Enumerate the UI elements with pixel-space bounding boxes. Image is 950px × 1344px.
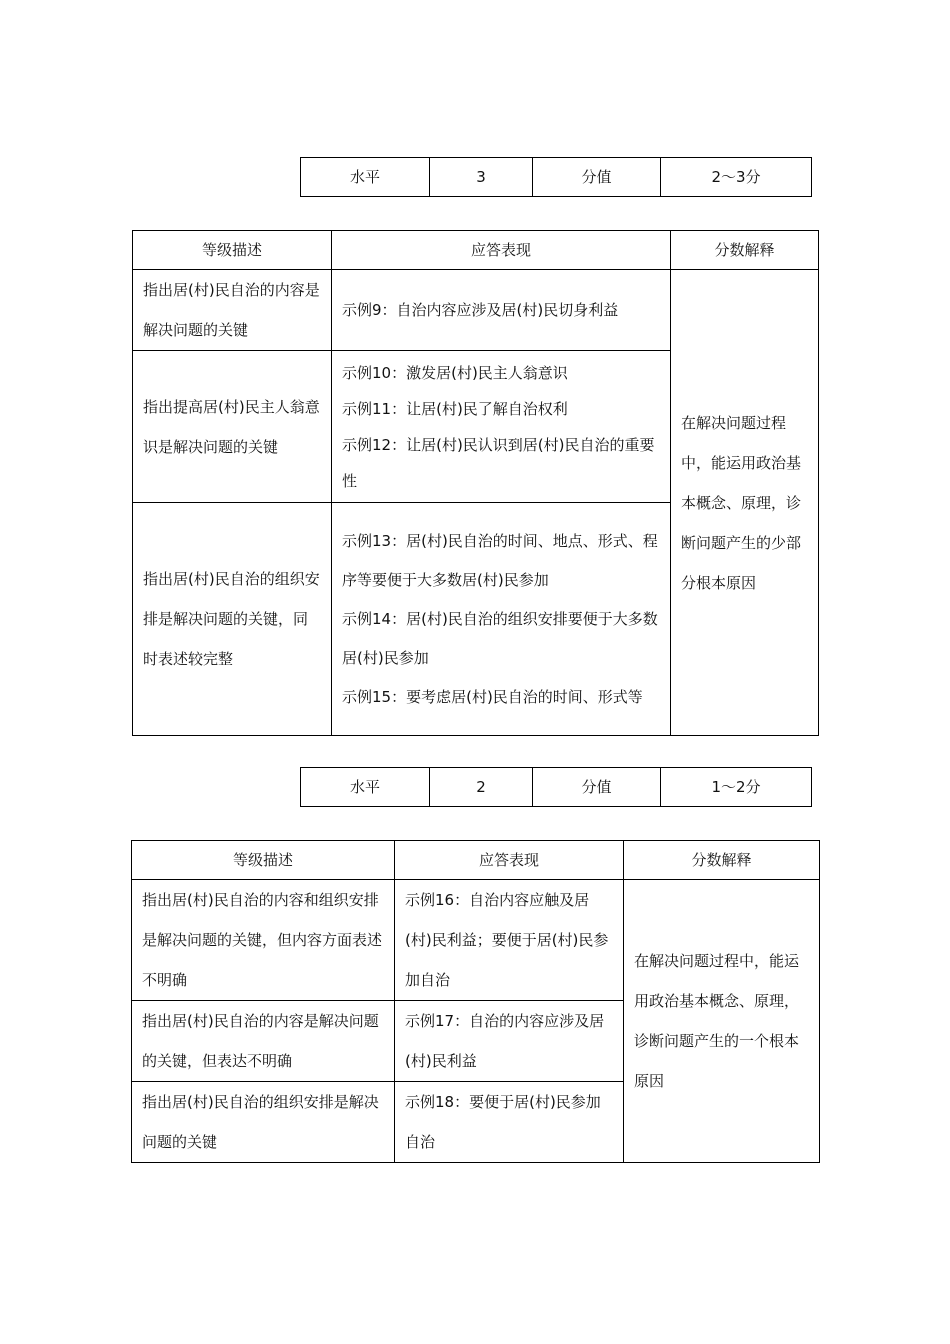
level-label: 水平 — [301, 158, 430, 197]
level-value: 3 — [430, 158, 533, 197]
response-examples — [332, 351, 671, 503]
grade-description: 指出居(村)民自治的内容是解决问题的关键 — [133, 270, 332, 351]
level2-summary-table — [300, 767, 812, 807]
level3-rubric-table — [132, 230, 819, 736]
response-examples — [332, 503, 671, 736]
response-examples — [395, 1001, 624, 1082]
level3-summary-table — [300, 157, 812, 197]
level-value: 2 — [430, 768, 533, 807]
example-text: 示例14：居(村)民自治的组织安排要便于大多数居(村)民参加 — [342, 609, 658, 667]
score-explanation: 在解决问题过程中，能运用政治基本概念、原理，诊断问题产生的一个根本原因 — [624, 880, 820, 1163]
header-response: 应答表现 — [332, 231, 671, 270]
header-score-explain: 分数解释 — [671, 231, 819, 270]
score-explanation: 在解决问题过程中，能运用政治基本概念、原理，诊断问题产生的少部分根本原因 — [671, 270, 819, 736]
grade-description: 指出居(村)民自治的组织安排是解决问题的关键，同时表述较完整 — [133, 503, 332, 736]
grade-description: 指出居(村)民自治的内容是解决问题的关键，但表达不明确 — [132, 1001, 395, 1082]
grade-description: 指出提高居(村)民主人翁意识是解决问题的关键 — [133, 351, 332, 503]
example-text: 示例15：要考虑居(村)民自治的时间、形式等 — [342, 687, 643, 706]
score-value: 1～2分 — [661, 768, 812, 807]
example-text: 示例13：居(村)民自治的时间、地点、形式、程序等要便于大多数居(村)民参加 — [342, 531, 658, 589]
response-examples — [332, 270, 671, 351]
header-score-explain: 分数解释 — [624, 841, 820, 880]
level-label: 水平 — [301, 768, 430, 807]
score-value: 2～3分 — [661, 158, 812, 197]
level2-rubric-table — [131, 840, 820, 1163]
header-grade: 等级描述 — [132, 841, 395, 880]
example-text: 示例17：自治的内容应涉及居(村)民利益 — [405, 1012, 605, 1070]
grade-description: 指出居(村)民自治的组织安排是解决问题的关键 — [132, 1082, 395, 1163]
example-text: 示例9：自治内容应涉及居(村)民切身利益 — [342, 301, 619, 319]
example-text: 示例10：激发居(村)民主人翁意识 — [342, 363, 568, 382]
score-label: 分值 — [533, 768, 661, 807]
score-label: 分值 — [533, 158, 661, 197]
grade-description: 指出居(村)民自治的内容和组织安排是解决问题的关键，但内容方面表述不明确 — [132, 880, 395, 1001]
response-examples — [395, 1082, 624, 1163]
example-text: 示例18：要便于居(村)民参加自治 — [405, 1093, 601, 1151]
example-text: 示例16：自治内容应触及居(村)民利益；要便于居(村)民参加自治 — [405, 891, 609, 989]
example-text: 示例12：让居(村)民认识到居(村)民自治的重要性 — [342, 435, 655, 490]
response-examples — [395, 880, 624, 1001]
header-grade: 等级描述 — [133, 231, 332, 270]
header-response: 应答表现 — [395, 841, 624, 880]
example-text: 示例11：让居(村)民了解自治权利 — [342, 399, 568, 418]
